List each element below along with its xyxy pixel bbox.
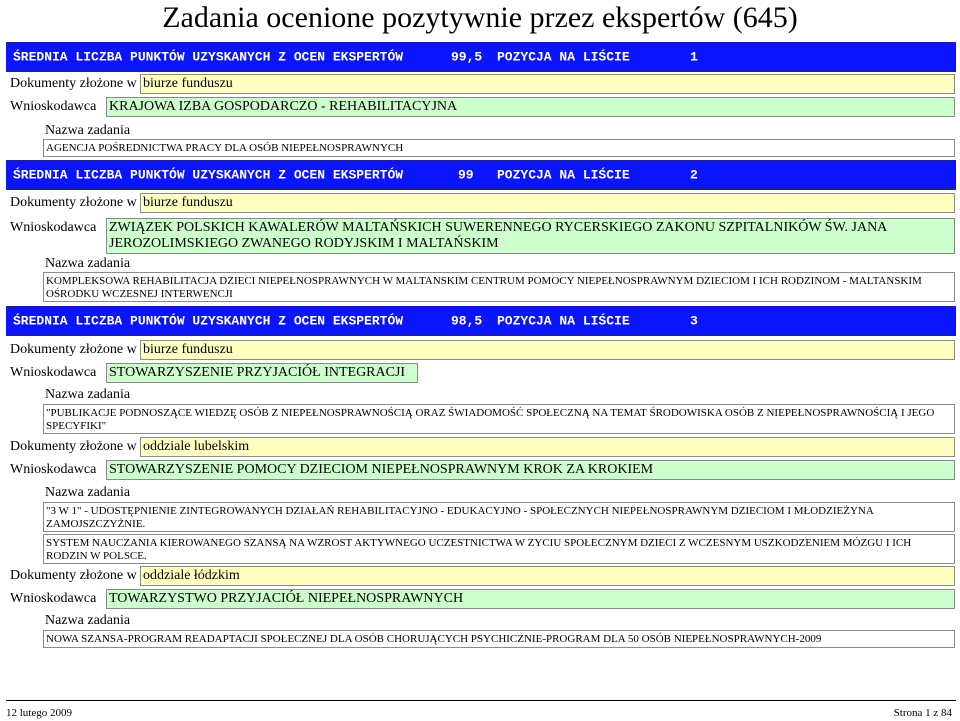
position-value: 2: [690, 167, 698, 183]
task-line: "PUBLIKACJE PODNOSZĄCE WIEDZĘ OSÓB Z NIEPEŁNOSPRAWNOŚCIĄ ORAZ ŚWIADOMOŚĆ SPOŁECZNĄ NA TEMAT ŚRODOWISKA OSÓB Z NIEPEŁNOSPRAWNOŚCIĄ I JEGO: [46, 407, 935, 419]
applicant-label: Wnioskodawca: [10, 220, 97, 235]
docs-label: Dokumenty złożone w: [10, 342, 137, 357]
task-name-label: Nazwa zadania: [45, 123, 131, 138]
task-value: [43, 404, 955, 434]
docs-value: oddziale łódzkim: [140, 566, 955, 586]
applicant-value: TOWARZYSTWO PRZYJACIÓŁ NIEPEŁNOSPRAWNYCH: [106, 589, 955, 609]
docs-label: Dokumenty złożone w: [10, 439, 137, 454]
footer-page-number: Strona 1 z 84: [893, 707, 952, 719]
applicant-label: Wnioskodawca: [10, 99, 97, 114]
avg-points-label: ŚREDNIA LICZBA PUNKTÓW UZYSKANYCH Z OCEN EKSPERTÓW: [13, 313, 404, 329]
position-value: 1: [690, 49, 698, 65]
avg-points-value: 99,5: [451, 49, 483, 65]
footer-date: 12 lutego 2009: [6, 707, 72, 719]
task-line: ZAMOJSZCZYŻNIE.: [46, 518, 146, 530]
applicant-label: Wnioskodawca: [10, 591, 97, 606]
position-value: 3: [690, 313, 698, 329]
task-line: "3 W 1" - UDOSTĘPNIENIE ZINTEGROWANYCH DZIAŁAŃ REHABILITACYJNO - EDUKACYJNO - SPOŁECZNYCH NIEPEŁNOSPRAWNYM DZIECIOM I MŁODZIEŻYNA: [46, 505, 874, 517]
page-title: Zadania ocenione pozytywnie przez ekspertów (645): [162, 1, 798, 34]
task-line: SYSTEM NAUCZANIA KIEROWANEGO SZANSĄ NA WZROST AKTYWNEGO UCZESTNICTWA W ZYCIU SPOŁECZNYM DZIECI Z WCZESNYM USZKODZENIEM MÓZGU I ICH: [46, 537, 912, 549]
task-value: [43, 502, 955, 532]
position-label: POZYCJA NA LIŚCIE: [497, 313, 630, 329]
applicant-label: Wnioskodawca: [10, 462, 97, 477]
docs-value: oddziale lubelskim: [140, 437, 955, 457]
docs-value: biurze funduszu: [140, 340, 955, 360]
task-name-label: Nazwa zadania: [45, 256, 131, 271]
docs-label: Dokumenty złożone w: [10, 76, 137, 91]
task-name-label: Nazwa zadania: [45, 387, 131, 402]
task-value: [43, 534, 955, 564]
applicant-line: JEROZOLIMSKIEGO ZWANEGO RODYJSKIM I MALTAŃSKIM: [109, 236, 499, 251]
ranking-bar-3: [6, 306, 956, 336]
ranking-bar-2: [6, 160, 956, 190]
position-label: POZYCJA NA LIŚCIE: [497, 49, 630, 65]
applicant-value: STOWARZYSZENIE PRZYJACIÓŁ INTEGRACJI: [106, 363, 418, 383]
task-line: OŚRODKU WCZESNEJ INTERWENCJI: [46, 288, 233, 300]
task-name-label: Nazwa zadania: [45, 613, 131, 628]
docs-value: biurze funduszu: [140, 74, 955, 94]
task-line: SPECYFIKI": [46, 420, 107, 432]
avg-points-value: 98,5: [451, 313, 483, 329]
task-value: AGENCJA POŚREDNICTWA PRACY DLA OSÓB NIEPEŁNOSPRAWNYCH: [43, 139, 955, 157]
applicant-line: ZWIĄZEK POLSKICH KAWALERÓW MALTAŃSKICH SUWERENNEGO RYCERSKIEGO ZAKONU SZPITALNIKÓW ŚW. JANA: [109, 220, 888, 235]
docs-label: Dokumenty złożone w: [10, 568, 137, 583]
task-line: KOMPLEKSOWA REHABILITACJA DZIECI NIEPEŁNOSPRAWNYCH W MALTANSKIM CENTRUM POMOCY NIEPEŁNOSPRAWNYM DZIECIOM I ICH RODZINOM - MALTANSKIM: [46, 275, 922, 287]
applicant-value: STOWARZYSZENIE POMOCY DZIECIOM NIEPEŁNOSPRAWNYM KROK ZA KROKIEM: [106, 460, 955, 480]
task-value: [43, 272, 955, 302]
avg-points-value: 99: [458, 167, 474, 183]
task-line: RODZIN W POLSCE.: [46, 550, 147, 562]
applicant-label: Wnioskodawca: [10, 365, 97, 380]
avg-points-label: ŚREDNIA LICZBA PUNKTÓW UZYSKANYCH Z OCEN EKSPERTÓW: [13, 167, 404, 183]
task-value: NOWA SZANSA-PROGRAM READAPTACJI SPOŁECZNEJ DLA OSÓB CHORUJĄCYCH PSYCHICZNIE-PROGRAM DLA 50 OSÓB NIEPEŁNOSPRAWNYCH-2009: [43, 630, 955, 648]
task-name-label: Nazwa zadania: [45, 485, 131, 500]
docs-value: biurze funduszu: [140, 193, 955, 213]
ranking-bar-1: [6, 42, 956, 72]
footer-divider: [6, 700, 956, 701]
avg-points-label: ŚREDNIA LICZBA PUNKTÓW UZYSKANYCH Z OCEN EKSPERTÓW: [13, 49, 404, 65]
docs-label: Dokumenty złożone w: [10, 195, 137, 210]
applicant-value: [106, 218, 955, 254]
position-label: POZYCJA NA LIŚCIE: [497, 167, 630, 183]
applicant-value: KRAJOWA IZBA GOSPODARCZO - REHABILITACYJNA: [106, 97, 955, 117]
